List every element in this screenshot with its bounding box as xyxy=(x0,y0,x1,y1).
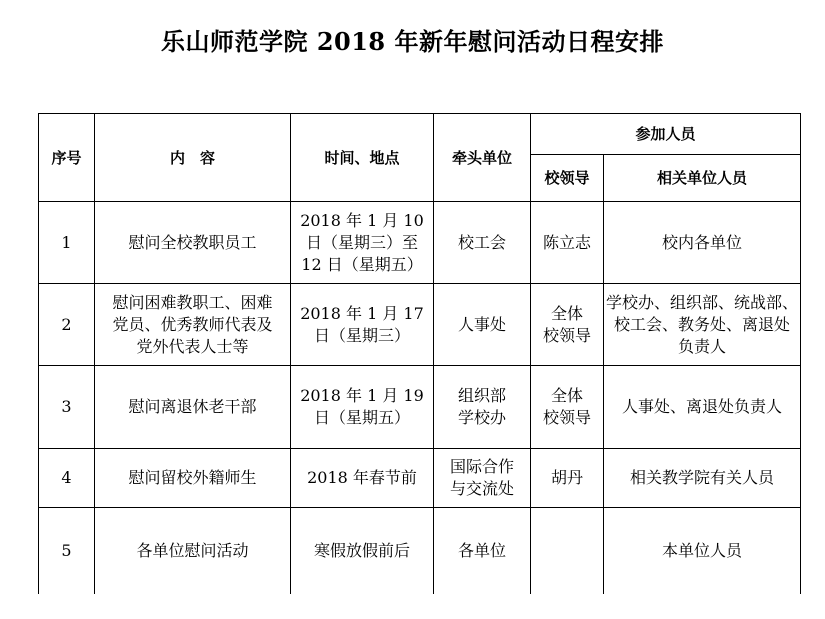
cell-no: 1 xyxy=(39,202,95,284)
cell-time: 2018 年 1 月 17 日（星期三） xyxy=(291,284,434,366)
table-row xyxy=(39,508,801,594)
header-related-staff: 相关单位人员 xyxy=(604,155,801,202)
cell-no: 4 xyxy=(39,449,95,508)
cell-lead: 国际合作 与交流处 xyxy=(434,449,531,508)
cell-staff: 人事处、离退处负责人 xyxy=(604,366,801,449)
cell-staff: 校内各单位 xyxy=(604,202,801,284)
header-school-leader: 校领导 xyxy=(531,155,604,202)
cell-time: 寒假放假前后 xyxy=(291,508,434,594)
table-row xyxy=(39,202,801,284)
cell-time: 2018 年 1 月 19 日（星期五） xyxy=(291,366,434,449)
cell-content: 慰问困难教职工、困难 党员、优秀教师代表及 党外代表人士等 xyxy=(95,284,291,366)
cell-no: 5 xyxy=(39,508,95,594)
header-no: 序号 xyxy=(39,114,95,202)
header-participants: 参加人员 xyxy=(531,114,801,155)
cell-content: 慰问离退休老干部 xyxy=(95,366,291,449)
cell-lead: 各单位 xyxy=(434,508,531,594)
header-content: 内 容 xyxy=(95,114,291,202)
schedule-table xyxy=(38,113,801,594)
cell-content: 慰问留校外籍师生 xyxy=(95,449,291,508)
cell-time: 2018 年 1 月 10 日（星期三）至 12 日（星期五） xyxy=(291,202,434,284)
cell-lead: 人事处 xyxy=(434,284,531,366)
cell-time: 2018 年春节前 xyxy=(291,449,434,508)
cell-lead: 组织部 学校办 xyxy=(434,366,531,449)
cell-no: 3 xyxy=(39,366,95,449)
cell-no: 2 xyxy=(39,284,95,366)
table-row xyxy=(39,284,801,366)
page-title: 乐山师范学院 2018 年新年慰问活动日程安排 xyxy=(160,27,664,56)
cell-leader: 全体 校领导 xyxy=(531,366,604,449)
cell-leader: 陈立志 xyxy=(531,202,604,284)
header-time-place: 时间、地点 xyxy=(291,114,434,202)
cell-staff: 相关教学院有关人员 xyxy=(604,449,801,508)
cell-content: 慰问全校教职员工 xyxy=(95,202,291,284)
cell-leader: 胡丹 xyxy=(531,449,604,508)
cell-leader xyxy=(531,508,604,594)
table-row xyxy=(39,366,801,449)
header-row xyxy=(39,114,801,155)
cell-leader: 全体 校领导 xyxy=(531,284,604,366)
table-row xyxy=(39,449,801,508)
cell-staff: 本单位人员 xyxy=(604,508,801,594)
cell-staff: 学校办、组织部、统战部、 校工会、教务处、离退处 负责人 xyxy=(604,284,801,366)
header-lead-unit: 牵头单位 xyxy=(434,114,531,202)
cell-lead: 校工会 xyxy=(434,202,531,284)
cell-content: 各单位慰问活动 xyxy=(95,508,291,594)
